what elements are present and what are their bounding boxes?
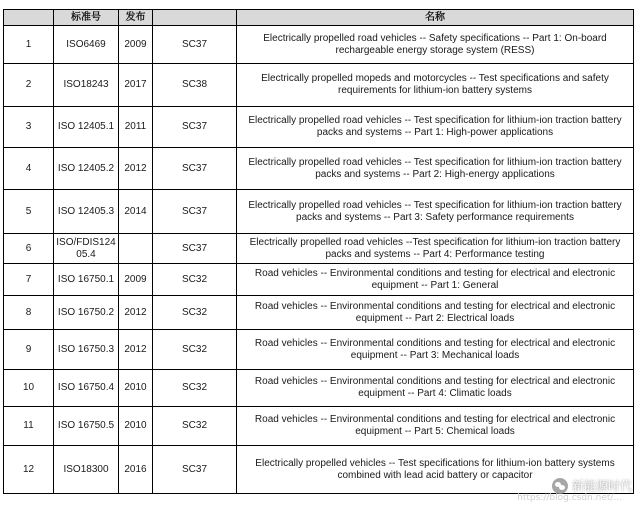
standard-name: Electrically propelled road vehicles -- Test specification for lithium-ion traction battery packs and systems -- Part 1: High-power applications [237,107,634,148]
committee: SC37 [153,148,237,190]
table-row [4,264,634,296]
release-year: 2012 [119,148,153,190]
release-year: 2012 [119,296,153,330]
standard-code: ISO 16750.1 [54,264,119,296]
row-number: 2 [4,64,54,107]
watermark-text: 新能源时代 [571,479,632,493]
committee: SC32 [153,407,237,446]
standard-code: ISO 16750.5 [54,407,119,446]
row-number: 1 [4,26,54,64]
row-number: 12 [4,446,54,494]
standard-name: Electrically propelled road vehicles -- Test specification for lithium-ion traction battery packs and systems -- Part 2: High-energy applications [237,148,634,190]
standard-name: Electrically propelled mopeds and motorcycles -- Test specifications and safety requirements for lithium-ion battery systems [237,64,634,107]
row-number: 8 [4,296,54,330]
wechat-icon [552,478,568,494]
table-row [4,370,634,407]
standard-code: ISO6469 [54,26,119,64]
standard-name: Road vehicles -- Environmental conditions and testing for electrical and electronic equipment -- Part 5: Chemical loads [237,407,634,446]
release-year [119,234,153,264]
standard-code: ISO 12405.3 [54,190,119,234]
standard-code: ISO 16750.4 [54,370,119,407]
standard-code: ISO 16750.3 [54,330,119,370]
row-number: 11 [4,407,54,446]
standard-code: ISO 16750.2 [54,296,119,330]
header-release-year: 发布 [119,10,153,26]
table-row [4,446,634,494]
committee: SC37 [153,446,237,494]
standard-name: Road vehicles -- Environmental conditions and testing for electrical and electronic equipment -- Part 3: Mechanical loads [237,330,634,370]
standard-code: ISO/FDIS12405.4 [54,234,119,264]
row-number: 4 [4,148,54,190]
release-year: 2009 [119,264,153,296]
standard-name: Electrically propelled road vehicles -- Test specification for lithium-ion traction battery packs and systems -- Part 3: Safety performance requirements [237,190,634,234]
table-row [4,190,634,234]
header-no [4,10,54,26]
release-year: 2017 [119,64,153,107]
row-number: 7 [4,264,54,296]
row-number: 6 [4,234,54,264]
committee: SC37 [153,190,237,234]
committee: SC37 [153,107,237,148]
standard-name: Electrically propelled vehicles -- Test specifications for lithium-ion battery systems combined with lead acid battery or capacitor [237,446,634,494]
committee: SC38 [153,64,237,107]
standard-code: ISO18300 [54,446,119,494]
table-row [4,26,634,64]
table-row [4,407,634,446]
table-row [4,296,634,330]
committee: SC32 [153,296,237,330]
header-standard-number: 标准号 [54,10,119,26]
header-row [4,10,634,26]
release-year: 2010 [119,407,153,446]
standard-name: Road vehicles -- Environmental conditions and testing for electrical and electronic equipment -- Part 4: Climatic loads [237,370,634,407]
watermark [552,477,632,494]
committee: SC32 [153,264,237,296]
row-number: 9 [4,330,54,370]
row-number: 10 [4,370,54,407]
standard-code: ISO 12405.2 [54,148,119,190]
table-row [4,148,634,190]
standard-name: Electrically propelled road vehicles -- Safety specifications -- Part 1: On-board rechargeable energy storage system (RESS) [237,26,634,64]
row-number: 3 [4,107,54,148]
committee: SC37 [153,234,237,264]
watermark-url: https://blog.csdn.net/... [517,493,622,503]
standard-name: Electrically propelled road vehicles --Test specification for lithium-ion traction battery packs and systems -- Part 4: Performance testing [237,234,634,264]
header-name: 名称 [237,10,634,26]
release-year: 2014 [119,190,153,234]
committee: SC32 [153,370,237,407]
committee: SC37 [153,26,237,64]
row-number: 5 [4,190,54,234]
standard-code: ISO18243 [54,64,119,107]
release-year: 2009 [119,26,153,64]
table-row [4,330,634,370]
table-row [4,234,634,264]
release-year: 2012 [119,330,153,370]
committee: SC32 [153,330,237,370]
standard-name: Road vehicles -- Environmental conditions and testing for electrical and electronic equipment -- Part 1: General [237,264,634,296]
standard-name: Road vehicles -- Environmental conditions and testing for electrical and electronic equipment -- Part 2: Electrical loads [237,296,634,330]
standards-table [3,9,634,494]
release-year: 2010 [119,370,153,407]
standard-code: ISO 12405.1 [54,107,119,148]
release-year: 2011 [119,107,153,148]
table-row [4,64,634,107]
header-committee [153,10,237,26]
table-row [4,107,634,148]
release-year: 2016 [119,446,153,494]
